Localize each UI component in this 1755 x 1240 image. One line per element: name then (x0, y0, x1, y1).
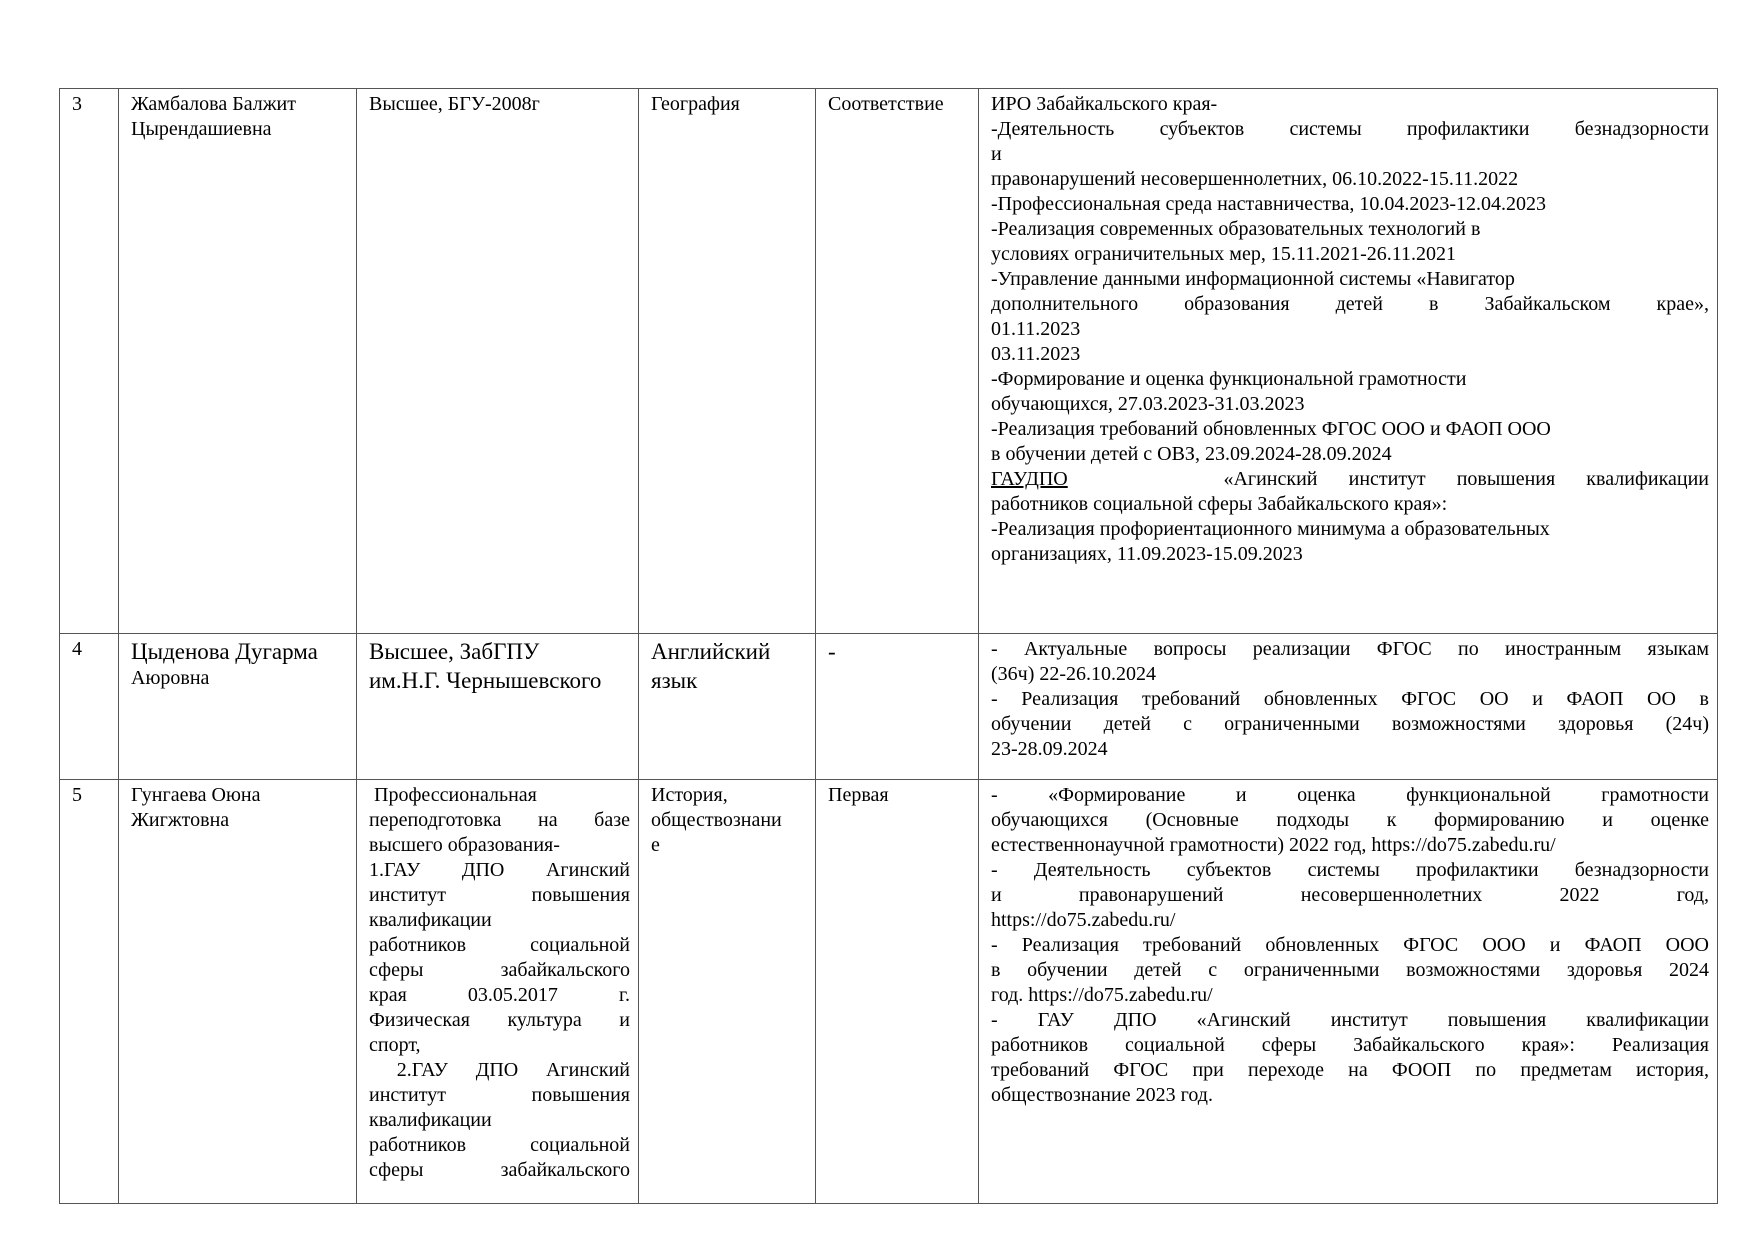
category-cell: - (816, 634, 979, 780)
education-cell: Высшее, БГУ-2008г (357, 89, 639, 634)
courses-cell: ИРО Забайкальского края- -Деятельность субъектов системы профилактики безнадзорности и правонарушений несовершеннолетних, 06.10.2022-15.11.2022 -Профессиональная среда наставничества, 10.04.2023-12.04.2023 -Реализация современных образовательных технологий в условиях ограничительных мер, 15.11.2021-26.11.2021 -Управление данными информационной системы «Навигатор дополнительного образования детей в Забайкальском крае», 01.11.2023 03.11.2023 -Формирование и оценка функциональной грамотности обучающихся, 27.03.2023-31.03.2023 -Реализация требований обновленных ФГОС ООО и ФАОП ООО в обучении детей с ОВЗ, 23.09.2024-28.09.2024 ГАУДПО «Агинский институт повышения квалификации работников социальной сферы Забайкальского края»: -Реализация профориентационного минимума а образовательных организациях, 11.09.2023-15.09.2023 (979, 89, 1718, 634)
row-number: 5 (60, 780, 119, 1204)
subject-cell: История, обществознани е (639, 780, 816, 1204)
education-cell: Профессиональная переподготовка на базе высшего образования- 1.ГАУ ДПО Агинский институт повышения квалификации работников социальной сферы забайкальского края 03.05.2017 г. Физическая культура и спорт, 2.ГАУ ДПО Агинский институт повышения квалификации работников социальной сферы забайкальского (357, 780, 639, 1204)
category-cell: Первая (816, 780, 979, 1204)
table-row (60, 780, 1718, 1204)
courses-cell: - Актуальные вопросы реализации ФГОС по иностранным языкам (36ч) 22-26.10.2024 - Реализация требований обновленных ФГОС ОО и ФАОП ОО в обучении детей с ограниченными возможностями здоровья (24ч) 23-28.09.2024 (979, 634, 1718, 780)
table-row (60, 634, 1718, 780)
teacher-name: Жамбалова Балжит Цырендашиевна (119, 89, 357, 634)
courses-cell: - «Формирование и оценка функциональной грамотности обучающихся (Основные подходы к формированию и оценке естественнонаучной грамотности) 2022 год, https://do75.zabedu.ru/ - Деятельность субъектов системы профилактики безнадзорности и правонарушений несовершеннолетних 2022 год, https://do75.zabedu.ru/ - Реализация требований обновленных ФГОС ООО и ФАОП ООО в обучении детей с ограниченными возможностями здоровья 2024 год. https://do75.zabedu.ru/ - ГАУ ДПО «Агинский институт повышения квалификации работников социальной сферы Забайкальского края»: Реализация требований ФГОС при переходе на ФООП по предметам история, обществознание 2023 год. (979, 780, 1718, 1204)
row-number: 4 (60, 634, 119, 780)
staff-table (59, 88, 1718, 1204)
subject-cell: Английский язык (639, 634, 816, 780)
table-row (60, 89, 1718, 634)
teacher-name: Гунгаева Оюна Жигжтовна (119, 780, 357, 1204)
teacher-name: Цыденова Дугарма Аюровна (119, 634, 357, 780)
category-cell: Соответствие (816, 89, 979, 634)
subject-cell: География (639, 89, 816, 634)
row-number: 3 (60, 89, 119, 634)
education-cell: Высшее, ЗабГПУ им.Н.Г. Чернышевского (357, 634, 639, 780)
